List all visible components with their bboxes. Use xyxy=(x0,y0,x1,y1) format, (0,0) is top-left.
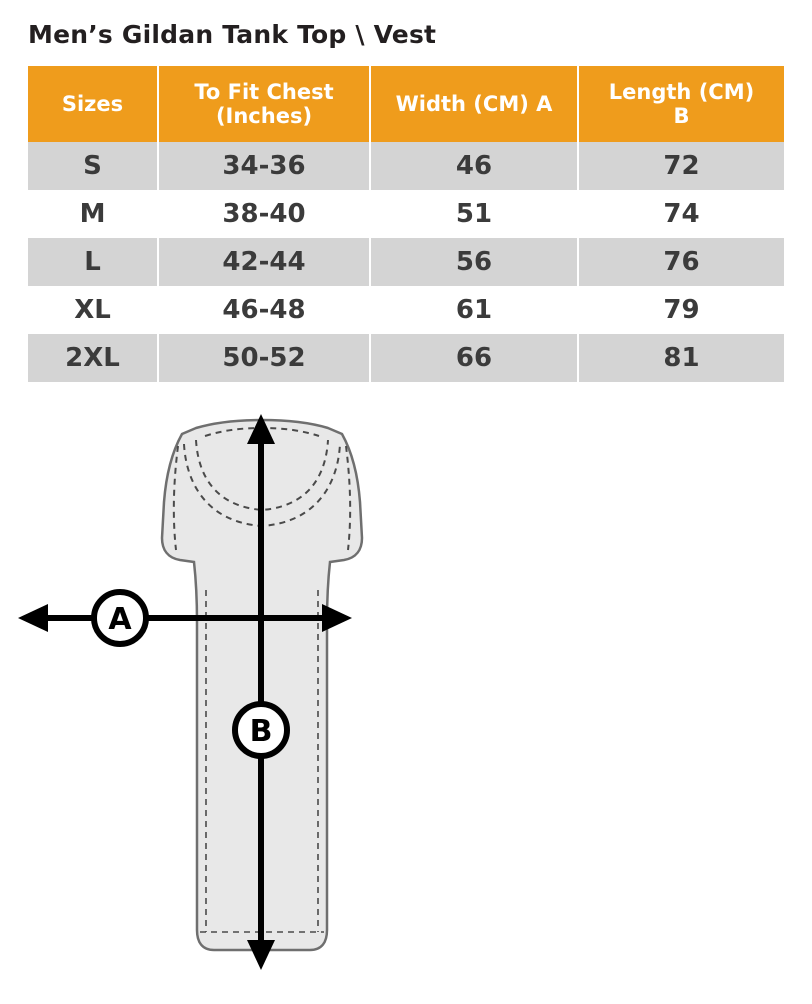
cell-width: 51 xyxy=(370,190,578,238)
cell-length: 81 xyxy=(578,334,784,382)
cell-length: 74 xyxy=(578,190,784,238)
cell-length: 76 xyxy=(578,238,784,286)
cell-width: 56 xyxy=(370,238,578,286)
table-header-length xyxy=(578,66,784,142)
header-line: (Inches) xyxy=(215,104,313,128)
table-header-chest xyxy=(158,66,370,142)
cell-width: 66 xyxy=(370,334,578,382)
table-row xyxy=(28,142,784,190)
table-header-row xyxy=(28,66,784,142)
cell-length: 72 xyxy=(578,142,784,190)
table-row xyxy=(28,238,784,286)
cell-chest: 50-52 xyxy=(158,334,370,382)
length-marker-badge xyxy=(235,704,287,756)
page-title: Men’s Gildan Tank Top \ Vest xyxy=(28,20,437,49)
table-row xyxy=(28,334,784,382)
width-marker-letter: A xyxy=(108,602,132,637)
cell-size: 2XL xyxy=(28,334,158,382)
cell-size: L xyxy=(28,238,158,286)
cell-chest: 42-44 xyxy=(158,238,370,286)
cell-size: XL xyxy=(28,286,158,334)
cell-length: 79 xyxy=(578,286,784,334)
length-marker-letter: B xyxy=(249,714,273,749)
table-row xyxy=(28,286,784,334)
cell-chest: 46-48 xyxy=(158,286,370,334)
garment-diagram xyxy=(0,410,812,1000)
cell-width: 46 xyxy=(370,142,578,190)
header-line: Width (CM) A xyxy=(395,91,553,116)
cell-width: 61 xyxy=(370,286,578,334)
size-chart-table xyxy=(28,66,784,382)
width-marker-badge xyxy=(94,592,146,644)
header-line: Length (CM) xyxy=(608,79,755,104)
cell-size: M xyxy=(28,190,158,238)
table-header-width xyxy=(370,66,578,142)
cell-chest: 34-36 xyxy=(158,142,370,190)
table-row xyxy=(28,190,784,238)
header-line: Sizes xyxy=(61,91,124,116)
header-line: To Fit Chest xyxy=(194,79,334,104)
cell-size: S xyxy=(28,142,158,190)
table-header-sizes xyxy=(28,66,158,142)
header-line: B xyxy=(673,104,690,128)
cell-chest: 38-40 xyxy=(158,190,370,238)
